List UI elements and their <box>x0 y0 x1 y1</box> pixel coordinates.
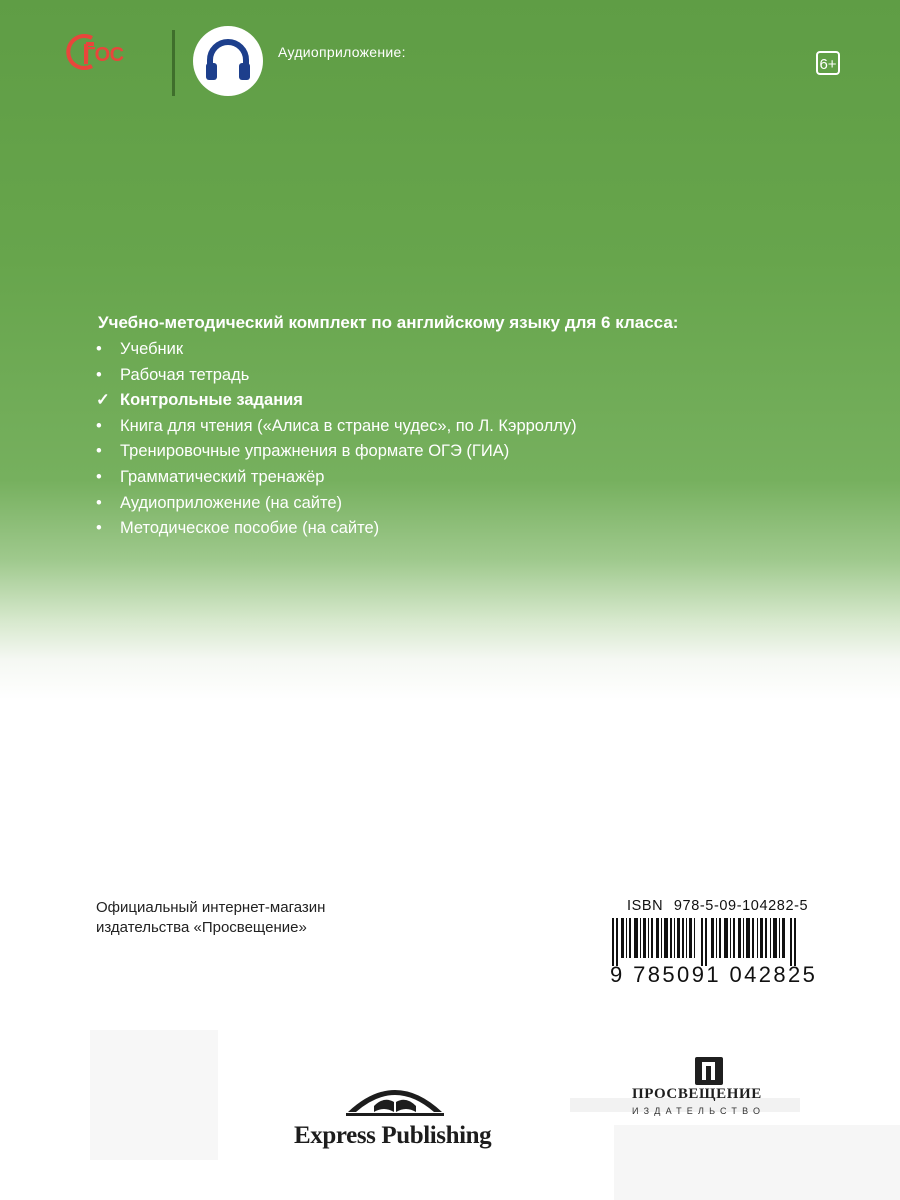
kit-item-reader <box>96 414 577 440</box>
bullet-icon: • <box>96 340 102 358</box>
kit-title: Учебно-методический комплект по английскому языку для 6 класса: <box>98 313 679 332</box>
kit-item-label: Рабочая тетрадь <box>120 365 250 384</box>
kit-item-teachers-guide <box>96 516 577 542</box>
shop-line-1: Официальный интернет-магазин <box>96 899 326 916</box>
shop-line-2: издательства «Просвещение» <box>96 919 307 936</box>
bullet-icon: • <box>96 467 102 486</box>
prosveshchenie-logo-name: ПРОСВЕЩЕНИЕ <box>632 1086 762 1102</box>
kit-item-audio <box>96 491 577 517</box>
kit-item-label: Грамматический тренажёр <box>120 467 325 486</box>
price-sticker-area <box>90 1030 218 1160</box>
bullet-icon: • <box>96 519 102 538</box>
kit-item-grammar <box>96 465 577 491</box>
barcode-icon <box>612 918 798 966</box>
express-publishing-logo: Express Publishing <box>294 1122 492 1149</box>
prosveshchenie-emblem-icon <box>694 1056 724 1086</box>
audio-app-badge <box>193 26 263 96</box>
open-book-logo-icon <box>344 1072 446 1118</box>
barcode-digits: 9 785091 042825 <box>610 962 818 987</box>
checkmark-icon: ✓ <box>96 391 110 410</box>
kit-list <box>96 337 577 542</box>
kit-item-workbook <box>96 363 577 389</box>
isbn-label: ISBN 978-5-09-104282-5 <box>627 898 809 914</box>
kit-item-textbook <box>96 337 577 363</box>
headphones-icon <box>193 26 263 96</box>
bullet-icon: • <box>96 442 102 461</box>
kit-item-label: Методическое пособие (на сайте) <box>120 519 380 538</box>
kit-item-exam-practice <box>96 439 577 465</box>
age-rating-badge: 6+ <box>816 51 840 75</box>
bullet-icon: • <box>96 416 102 435</box>
bullet-icon: • <box>96 365 102 384</box>
bottom-corner-block <box>614 1125 900 1200</box>
kit-item-label: Учебник <box>120 340 184 358</box>
kit-item-label: Аудиоприложение (на сайте) <box>120 493 343 512</box>
kit-item-tests-current <box>96 388 577 414</box>
kit-item-label: Контрольные задания <box>120 391 303 410</box>
fgos-logo-text: ГОС <box>84 44 124 66</box>
audio-app-title: Аудиоприложение: <box>278 44 406 60</box>
header-divider <box>172 30 175 96</box>
kit-item-label: Тренировочные упражнения в формате ОГЭ (ГИА) <box>120 442 510 461</box>
prosveshchenie-logo-subtitle: ИЗДАТЕЛЬСТВО <box>632 1106 766 1116</box>
kit-item-label: Книга для чтения («Алиса в стране чудес», по Л. Кэрроллу) <box>120 416 577 435</box>
bullet-icon: • <box>96 493 102 512</box>
official-shop-text <box>96 898 325 938</box>
